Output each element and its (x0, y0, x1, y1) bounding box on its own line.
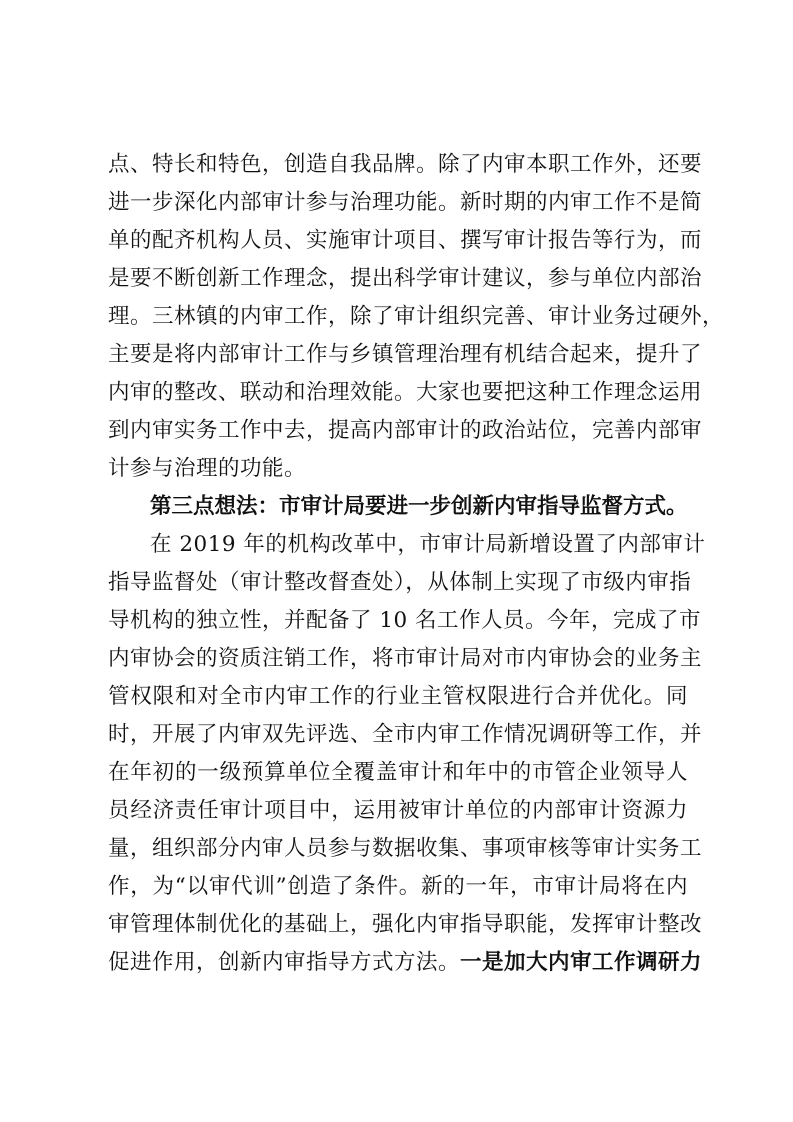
paragraph-line: 审管理体制优化的基础上，强化内审指导职能，发挥审计整改 (108, 912, 703, 937)
paragraph-line: 指导监督处（审计整改督查处），从体制上实现了市级内审指 (108, 570, 692, 595)
paragraph-line: 员经济责任审计项目中，运用被审计单位的内部审计资源力 (108, 798, 688, 823)
paragraph-line: 量，组织部分内审人员参与数据收集、事项审核等审计实务工 (108, 836, 703, 861)
bold-emphasis-text: 一是加大内审工作调研力 (460, 950, 703, 975)
section-heading: 第三点想法：市审计局要进一步创新内审指导监督方式。 (150, 494, 688, 519)
paragraph-line: 到内审实务工作中去，提高内部审计的政治站位，完善内部审 (108, 418, 703, 443)
paragraph-line: 管权限和对全市内审工作的行业主管权限进行合并优化。同 (108, 684, 688, 709)
paragraph-text: 促进作用，创新内审指导方式方法。 (108, 950, 461, 975)
paragraph-line: 导机构的独立性，并配备了 10 名工作人员。今年，完成了市 (108, 608, 702, 633)
paragraph-line: 内审协会的资质注销工作，将市审计局对市内审协会的业务主 (108, 646, 703, 671)
paragraph-line: 理。三林镇的内审工作，除了审计组织完善、审计业务过硬外， (108, 304, 725, 329)
paragraph-line: 主要是将内部审计工作与乡镇管理治理有机结合起来，提升了 (108, 342, 703, 367)
paragraph-last-line (108, 944, 703, 982)
paragraph-line: 是要不断创新工作理念，提出科学审计建议，参与单位内部治 (108, 266, 703, 291)
paragraph-line: 时，开展了内审双先评选、全市内审工作情况调研等工作，并 (108, 722, 703, 747)
paragraph-line: 点、特长和特色，创造自我品牌。除了内审本职工作外，还要 (108, 152, 703, 177)
paragraph-line: 进一步深化内部审计参与治理功能。新时期的内审工作不是简 (108, 190, 703, 215)
paragraph-line: 单的配齐机构人员、实施审计项目、撰写审计报告等行为，而 (108, 228, 703, 253)
paragraph-line: 在年初的一级预算单位全覆盖审计和年中的市管企业领导人 (108, 760, 688, 785)
paragraph-line: 内审的整改、联动和治理效能。大家也要把这种工作理念运用 (108, 380, 703, 405)
paragraph-line: 作，为“以审代训”创造了条件。新的一年，市审计局将在内 (108, 874, 688, 899)
paragraph-first-line: 在 2019 年的机构改革中，市审计局新增设置了内部审计 (150, 532, 706, 557)
paragraph-line: 计参与治理的功能。 (108, 456, 307, 481)
